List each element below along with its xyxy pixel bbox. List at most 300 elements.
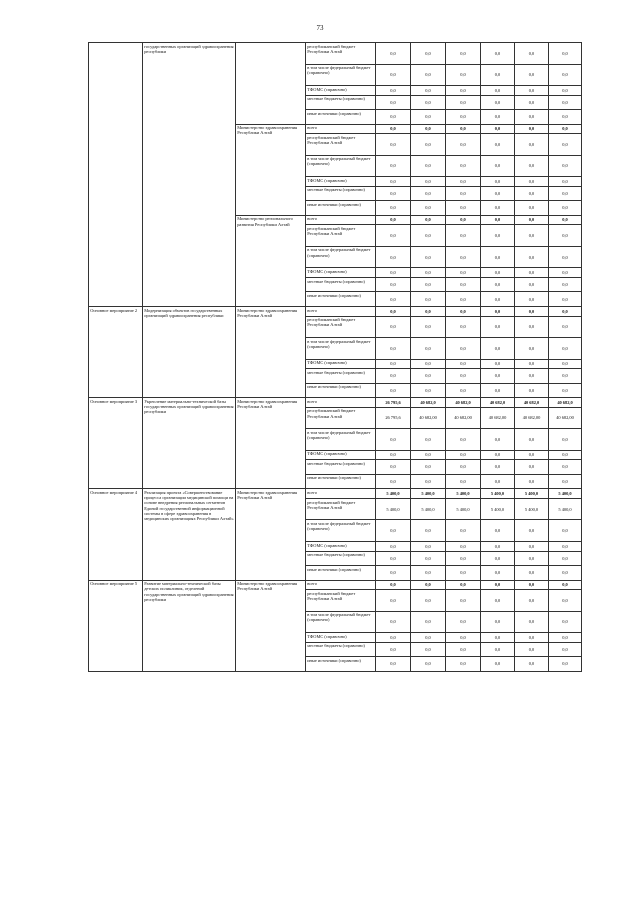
amount-cell: 0,0 bbox=[549, 359, 582, 369]
amount-cell: 0,0 bbox=[411, 43, 446, 65]
amount-cell: 0,0 bbox=[446, 215, 481, 225]
amount-cell: 0,0 bbox=[376, 292, 411, 307]
amount-cell: 5 400,0 bbox=[376, 498, 411, 520]
amount-cell: 0,0 bbox=[515, 429, 549, 451]
amount-cell: 0,0 bbox=[481, 155, 515, 177]
amount-cell: 0,0 bbox=[376, 110, 411, 125]
funding-source-cell: местные бюджеты (справочно) bbox=[306, 277, 376, 292]
amount-cell: 0,0 bbox=[549, 590, 582, 612]
amount-cell: 26 795,6 bbox=[376, 398, 411, 408]
amount-cell: 0,0 bbox=[515, 292, 549, 307]
amount-cell: 0,0 bbox=[481, 551, 515, 566]
amount-cell: 0,0 bbox=[376, 642, 411, 657]
funding-source-cell: республиканский бюджет Республики Алтай bbox=[306, 134, 376, 156]
amount-cell: 0,0 bbox=[411, 450, 446, 460]
amount-cell: 0,0 bbox=[411, 268, 446, 278]
funding-source-cell: всего bbox=[306, 306, 376, 316]
amount-cell: 0,0 bbox=[446, 292, 481, 307]
amount-cell: 0,0 bbox=[446, 460, 481, 475]
amount-cell: 0,0 bbox=[411, 520, 446, 542]
amount-cell: 0,0 bbox=[446, 177, 481, 187]
amount-cell: 0,0 bbox=[376, 359, 411, 369]
amount-cell: 0,0 bbox=[549, 450, 582, 460]
funding-source-cell: ТФОМС (справочно) bbox=[306, 177, 376, 187]
amount-cell: 0,0 bbox=[481, 306, 515, 316]
amount-cell: 0,0 bbox=[376, 429, 411, 451]
amount-cell: 0,0 bbox=[515, 566, 549, 581]
amount-cell: 0,0 bbox=[376, 246, 411, 268]
amount-cell: 0,0 bbox=[549, 566, 582, 581]
amount-cell: 0,0 bbox=[411, 225, 446, 247]
amount-cell: 0,0 bbox=[549, 95, 582, 110]
amount-cell: 0,0 bbox=[549, 268, 582, 278]
funding-source-cell: иные источники (справочно) bbox=[306, 383, 376, 398]
amount-cell: 0,0 bbox=[515, 155, 549, 177]
amount-cell: 0,0 bbox=[376, 580, 411, 590]
amount-cell: 0,0 bbox=[411, 110, 446, 125]
amount-cell: 0,0 bbox=[446, 566, 481, 581]
amount-cell: 40 682,0 bbox=[411, 398, 446, 408]
amount-cell: 0,0 bbox=[549, 177, 582, 187]
amount-cell: 0,0 bbox=[515, 450, 549, 460]
amount-cell: 0,0 bbox=[411, 134, 446, 156]
amount-cell: 0,0 bbox=[481, 110, 515, 125]
amount-cell: 0,0 bbox=[376, 450, 411, 460]
amount-cell: 0,0 bbox=[481, 657, 515, 672]
activity-cell: Основное мероприятие 2 bbox=[89, 306, 143, 397]
amount-cell: 0,0 bbox=[411, 277, 446, 292]
funding-source-cell: местные бюджеты (справочно) bbox=[306, 460, 376, 475]
amount-cell: 0,0 bbox=[446, 474, 481, 489]
amount-cell: 0,0 bbox=[481, 124, 515, 134]
amount-cell: 0,0 bbox=[515, 642, 549, 657]
amount-cell: 0,0 bbox=[481, 383, 515, 398]
amount-cell: 0,0 bbox=[376, 64, 411, 86]
amount-cell: 0,0 bbox=[515, 359, 549, 369]
amount-cell: 5 400,0 bbox=[411, 489, 446, 499]
amount-cell: 0,0 bbox=[411, 155, 446, 177]
amount-cell: 0,0 bbox=[446, 369, 481, 384]
funding-source-cell: местные бюджеты (справочно) bbox=[306, 642, 376, 657]
amount-cell: 0,0 bbox=[446, 316, 481, 338]
amount-cell: 0,0 bbox=[446, 633, 481, 643]
amount-cell: 0,0 bbox=[481, 429, 515, 451]
amount-cell: 0,0 bbox=[411, 177, 446, 187]
amount-cell: 0,0 bbox=[376, 590, 411, 612]
amount-cell: 0,0 bbox=[549, 134, 582, 156]
amount-cell: 0,0 bbox=[446, 383, 481, 398]
amount-cell: 0,0 bbox=[411, 201, 446, 216]
activity-name-cell: Укрепление материально-технической базы государственных организаций здравоохранения республики bbox=[143, 398, 236, 489]
amount-cell: 0,0 bbox=[376, 474, 411, 489]
funding-source-cell: ТФОМС (справочно) bbox=[306, 268, 376, 278]
funding-source-cell: местные бюджеты (справочно) bbox=[306, 95, 376, 110]
amount-cell: 5 400,0 bbox=[376, 489, 411, 499]
amount-cell: 0,0 bbox=[376, 657, 411, 672]
amount-cell: 5 400,0 bbox=[515, 489, 549, 499]
amount-cell: 0,0 bbox=[549, 633, 582, 643]
amount-cell: 0,0 bbox=[376, 124, 411, 134]
amount-cell: 0,0 bbox=[481, 580, 515, 590]
funding-source-cell: в том числе федеральный бюджет (справочно) bbox=[306, 338, 376, 360]
amount-cell: 0,0 bbox=[481, 292, 515, 307]
amount-cell: 0,0 bbox=[481, 566, 515, 581]
amount-cell: 0,0 bbox=[549, 316, 582, 338]
funding-source-cell: всего bbox=[306, 124, 376, 134]
amount-cell: 0,0 bbox=[411, 633, 446, 643]
amount-cell: 0,0 bbox=[549, 369, 582, 384]
funding-source-cell: местные бюджеты (справочно) bbox=[306, 186, 376, 201]
table-row bbox=[89, 580, 582, 590]
funding-source-cell: иные источники (справочно) bbox=[306, 566, 376, 581]
amount-cell: 0,0 bbox=[515, 460, 549, 475]
activity-cell: Основное мероприятие 3 bbox=[89, 398, 143, 489]
funding-source-cell: иные источники (справочно) bbox=[306, 110, 376, 125]
funding-source-cell: в том числе федеральный бюджет (справочно) bbox=[306, 429, 376, 451]
amount-cell: 0,0 bbox=[376, 134, 411, 156]
funding-source-cell: местные бюджеты (справочно) bbox=[306, 369, 376, 384]
amount-cell: 40 682,0 bbox=[481, 398, 515, 408]
amount-cell: 0,0 bbox=[549, 43, 582, 65]
amount-cell: 0,0 bbox=[411, 642, 446, 657]
amount-cell: 0,0 bbox=[376, 611, 411, 633]
amount-cell: 0,0 bbox=[549, 429, 582, 451]
amount-cell: 0,0 bbox=[481, 541, 515, 551]
executor-cell: Министерство здравоохранения Республики Алтай bbox=[236, 398, 306, 489]
amount-cell: 0,0 bbox=[515, 246, 549, 268]
amount-cell: 0,0 bbox=[411, 316, 446, 338]
amount-cell: 40 682,0 bbox=[549, 398, 582, 408]
amount-cell: 0,0 bbox=[549, 215, 582, 225]
amount-cell: 0,0 bbox=[549, 110, 582, 125]
amount-cell: 0,0 bbox=[376, 460, 411, 475]
funding-source-cell: ТФОМС (справочно) bbox=[306, 86, 376, 96]
amount-cell: 0,0 bbox=[446, 64, 481, 86]
amount-cell: 0,0 bbox=[481, 201, 515, 216]
amount-cell: 0,0 bbox=[376, 215, 411, 225]
amount-cell: 0,0 bbox=[376, 225, 411, 247]
table-row bbox=[89, 43, 582, 65]
amount-cell: 0,0 bbox=[376, 268, 411, 278]
amount-cell: 0,0 bbox=[481, 642, 515, 657]
amount-cell: 0,0 bbox=[515, 225, 549, 247]
activity-name-cell: Модернизация объектов государственных организаций здравоохранения республики bbox=[143, 306, 236, 397]
funding-table bbox=[88, 42, 582, 672]
amount-cell: 5 400,0 bbox=[481, 498, 515, 520]
amount-cell: 0,0 bbox=[376, 369, 411, 384]
amount-cell: 0,0 bbox=[376, 95, 411, 110]
amount-cell: 0,0 bbox=[549, 551, 582, 566]
amount-cell: 0,0 bbox=[515, 124, 549, 134]
amount-cell: 0,0 bbox=[446, 268, 481, 278]
activity-name-cell: Реализация проекта «Совершенствование процесса организации медицинской помощи на основе внедрения региональных сегментов Единой государственной информационной системы в сфере здравоохранения в медицинских организациях Республики Алтай» bbox=[143, 489, 236, 580]
amount-cell: 0,0 bbox=[515, 633, 549, 643]
activity-name-cell: государственных организаций здравоохранения республики bbox=[143, 43, 236, 307]
amount-cell: 0,0 bbox=[446, 580, 481, 590]
amount-cell: 0,0 bbox=[481, 316, 515, 338]
amount-cell: 5 400,0 bbox=[515, 498, 549, 520]
amount-cell: 0,0 bbox=[376, 338, 411, 360]
funding-source-cell: ТФОМС (справочно) bbox=[306, 541, 376, 551]
amount-cell: 0,0 bbox=[376, 383, 411, 398]
amount-cell: 0,0 bbox=[376, 316, 411, 338]
amount-cell: 40 682,0 bbox=[515, 398, 549, 408]
amount-cell: 0,0 bbox=[446, 450, 481, 460]
amount-cell: 0,0 bbox=[515, 268, 549, 278]
amount-cell: 5 400,0 bbox=[446, 489, 481, 499]
amount-cell: 0,0 bbox=[515, 64, 549, 86]
table-row bbox=[89, 306, 582, 316]
amount-cell: 0,0 bbox=[411, 338, 446, 360]
activity-cell: Основное мероприятие 5 bbox=[89, 580, 143, 671]
amount-cell: 5 400,0 bbox=[481, 489, 515, 499]
amount-cell: 0,0 bbox=[446, 134, 481, 156]
funding-source-cell: иные источники (справочно) bbox=[306, 201, 376, 216]
amount-cell: 0,0 bbox=[515, 215, 549, 225]
amount-cell: 0,0 bbox=[446, 657, 481, 672]
executor-cell: Министерство здравоохранения Республики Алтай bbox=[236, 306, 306, 397]
amount-cell: 26 795,6 bbox=[376, 407, 411, 429]
amount-cell: 0,0 bbox=[376, 201, 411, 216]
amount-cell: 0,0 bbox=[515, 551, 549, 566]
amount-cell: 40 682,00 bbox=[411, 407, 446, 429]
amount-cell: 0,0 bbox=[411, 246, 446, 268]
amount-cell: 0,0 bbox=[549, 474, 582, 489]
amount-cell: 0,0 bbox=[549, 642, 582, 657]
funding-source-cell: республиканский бюджет Республики Алтай bbox=[306, 407, 376, 429]
amount-cell: 0,0 bbox=[481, 134, 515, 156]
amount-cell: 0,0 bbox=[376, 520, 411, 542]
funding-source-cell: ТФОМС (справочно) bbox=[306, 359, 376, 369]
amount-cell: 0,0 bbox=[446, 551, 481, 566]
amount-cell: 0,0 bbox=[446, 201, 481, 216]
amount-cell: 0,0 bbox=[411, 215, 446, 225]
executor-cell: Министерство здравоохранения Республики Алтай bbox=[236, 489, 306, 580]
amount-cell: 0,0 bbox=[446, 43, 481, 65]
amount-cell: 0,0 bbox=[549, 611, 582, 633]
amount-cell: 0,0 bbox=[481, 246, 515, 268]
amount-cell: 0,0 bbox=[411, 292, 446, 307]
amount-cell: 0,0 bbox=[481, 520, 515, 542]
funding-source-cell: в том числе федеральный бюджет (справочно) bbox=[306, 611, 376, 633]
amount-cell: 0,0 bbox=[446, 642, 481, 657]
funding-table-body bbox=[89, 43, 582, 672]
executor-cell bbox=[236, 43, 306, 125]
funding-source-cell: республиканский бюджет Республики Алтай bbox=[306, 43, 376, 65]
funding-source-cell: в том числе федеральный бюджет (справочно) bbox=[306, 520, 376, 542]
amount-cell: 0,0 bbox=[481, 338, 515, 360]
amount-cell: 0,0 bbox=[549, 460, 582, 475]
amount-cell: 0,0 bbox=[515, 657, 549, 672]
amount-cell: 0,0 bbox=[481, 359, 515, 369]
amount-cell: 0,0 bbox=[411, 566, 446, 581]
amount-cell: 0,0 bbox=[549, 64, 582, 86]
amount-cell: 0,0 bbox=[481, 277, 515, 292]
funding-source-cell: республиканский бюджет Республики Алтай bbox=[306, 498, 376, 520]
table-row bbox=[89, 398, 582, 408]
amount-cell: 0,0 bbox=[411, 580, 446, 590]
amount-cell: 0,0 bbox=[411, 429, 446, 451]
amount-cell: 0,0 bbox=[411, 383, 446, 398]
amount-cell: 0,0 bbox=[515, 520, 549, 542]
amount-cell: 0,0 bbox=[376, 306, 411, 316]
amount-cell: 0,0 bbox=[549, 520, 582, 542]
amount-cell: 0,0 bbox=[411, 186, 446, 201]
activity-name-cell: Развитие материально-технической базы детских поликлиник, отделений государственных организаций здравоохранения республики bbox=[143, 580, 236, 671]
amount-cell: 0,0 bbox=[411, 590, 446, 612]
amount-cell: 5 400,0 bbox=[549, 489, 582, 499]
amount-cell: 0,0 bbox=[515, 611, 549, 633]
amount-cell: 0,0 bbox=[411, 657, 446, 672]
amount-cell: 0,0 bbox=[446, 225, 481, 247]
amount-cell: 0,0 bbox=[515, 541, 549, 551]
amount-cell: 0,0 bbox=[446, 590, 481, 612]
amount-cell: 0,0 bbox=[515, 43, 549, 65]
amount-cell: 0,0 bbox=[411, 369, 446, 384]
funding-source-cell: республиканский бюджет Республики Алтай bbox=[306, 225, 376, 247]
amount-cell: 0,0 bbox=[481, 64, 515, 86]
amount-cell: 0,0 bbox=[515, 277, 549, 292]
amount-cell: 0,0 bbox=[481, 633, 515, 643]
amount-cell: 0,0 bbox=[515, 177, 549, 187]
amount-cell: 0,0 bbox=[446, 520, 481, 542]
amount-cell: 0,0 bbox=[411, 124, 446, 134]
funding-source-cell: ТФОМС (справочно) bbox=[306, 450, 376, 460]
amount-cell: 40 682,00 bbox=[481, 407, 515, 429]
amount-cell: 0,0 bbox=[515, 383, 549, 398]
amount-cell: 5 400,0 bbox=[411, 498, 446, 520]
amount-cell: 5 400,0 bbox=[446, 498, 481, 520]
amount-cell: 0,0 bbox=[481, 590, 515, 612]
amount-cell: 0,0 bbox=[411, 95, 446, 110]
amount-cell: 0,0 bbox=[549, 124, 582, 134]
amount-cell: 0,0 bbox=[376, 177, 411, 187]
amount-cell: 0,0 bbox=[515, 580, 549, 590]
funding-source-cell: местные бюджеты (справочно) bbox=[306, 551, 376, 566]
amount-cell: 0,0 bbox=[376, 86, 411, 96]
amount-cell: 0,0 bbox=[446, 338, 481, 360]
amount-cell: 0,0 bbox=[446, 246, 481, 268]
amount-cell: 0,0 bbox=[515, 338, 549, 360]
funding-source-cell: республиканский бюджет Республики Алтай bbox=[306, 590, 376, 612]
amount-cell: 5 400,0 bbox=[549, 498, 582, 520]
amount-cell: 0,0 bbox=[446, 611, 481, 633]
funding-source-cell: в том числе федеральный бюджет (справочно) bbox=[306, 64, 376, 86]
amount-cell: 0,0 bbox=[446, 155, 481, 177]
amount-cell: 0,0 bbox=[376, 277, 411, 292]
amount-cell: 0,0 bbox=[481, 86, 515, 96]
amount-cell: 0,0 bbox=[549, 580, 582, 590]
amount-cell: 0,0 bbox=[515, 316, 549, 338]
amount-cell: 0,0 bbox=[549, 201, 582, 216]
amount-cell: 0,0 bbox=[411, 86, 446, 96]
amount-cell: 40 682,0 bbox=[446, 398, 481, 408]
activity-cell bbox=[89, 43, 143, 307]
amount-cell: 0,0 bbox=[376, 541, 411, 551]
amount-cell: 0,0 bbox=[515, 86, 549, 96]
amount-cell: 0,0 bbox=[481, 611, 515, 633]
amount-cell: 0,0 bbox=[446, 124, 481, 134]
amount-cell: 0,0 bbox=[481, 450, 515, 460]
amount-cell: 0,0 bbox=[515, 369, 549, 384]
amount-cell: 0,0 bbox=[411, 460, 446, 475]
amount-cell: 0,0 bbox=[376, 551, 411, 566]
funding-source-cell: иные источники (справочно) bbox=[306, 657, 376, 672]
amount-cell: 0,0 bbox=[411, 359, 446, 369]
amount-cell: 0,0 bbox=[549, 657, 582, 672]
amount-cell: 0,0 bbox=[446, 541, 481, 551]
amount-cell: 40 682,00 bbox=[549, 407, 582, 429]
amount-cell: 0,0 bbox=[549, 277, 582, 292]
amount-cell: 0,0 bbox=[411, 474, 446, 489]
funding-source-cell: республиканский бюджет Республики Алтай bbox=[306, 316, 376, 338]
executor-cell: Министерство здравоохранения Республики Алтай bbox=[236, 580, 306, 671]
amount-cell: 0,0 bbox=[446, 110, 481, 125]
amount-cell: 0,0 bbox=[376, 633, 411, 643]
amount-cell: 0,0 bbox=[376, 43, 411, 65]
amount-cell: 0,0 bbox=[481, 225, 515, 247]
amount-cell: 0,0 bbox=[411, 64, 446, 86]
funding-source-cell: ТФОМС (справочно) bbox=[306, 633, 376, 643]
amount-cell: 0,0 bbox=[481, 177, 515, 187]
amount-cell: 0,0 bbox=[515, 306, 549, 316]
executor-cell: Министерство здравоохранения Республики Алтай bbox=[236, 124, 306, 215]
amount-cell: 40 682,00 bbox=[446, 407, 481, 429]
activity-cell: Основное мероприятие 4 bbox=[89, 489, 143, 580]
amount-cell: 0,0 bbox=[481, 186, 515, 201]
executor-cell: Министерство регионального развития Республики Алтай bbox=[236, 215, 306, 306]
amount-cell: 0,0 bbox=[376, 566, 411, 581]
amount-cell: 0,0 bbox=[411, 306, 446, 316]
funding-source-cell: в том числе федеральный бюджет (справочно) bbox=[306, 246, 376, 268]
amount-cell: 0,0 bbox=[549, 306, 582, 316]
funding-source-cell: в том числе федеральный бюджет (справочно) bbox=[306, 155, 376, 177]
amount-cell: 0,0 bbox=[549, 186, 582, 201]
amount-cell: 0,0 bbox=[481, 460, 515, 475]
amount-cell: 0,0 bbox=[515, 110, 549, 125]
funding-source-cell: всего bbox=[306, 580, 376, 590]
funding-source-cell: всего bbox=[306, 215, 376, 225]
amount-cell: 0,0 bbox=[515, 95, 549, 110]
amount-cell: 0,0 bbox=[446, 86, 481, 96]
amount-cell: 0,0 bbox=[549, 383, 582, 398]
amount-cell: 0,0 bbox=[481, 215, 515, 225]
amount-cell: 0,0 bbox=[481, 95, 515, 110]
amount-cell: 0,0 bbox=[549, 86, 582, 96]
amount-cell: 0,0 bbox=[446, 306, 481, 316]
amount-cell: 0,0 bbox=[549, 292, 582, 307]
amount-cell: 0,0 bbox=[515, 201, 549, 216]
amount-cell: 0,0 bbox=[549, 338, 582, 360]
amount-cell: 0,0 bbox=[515, 134, 549, 156]
funding-source-cell: иные источники (справочно) bbox=[306, 474, 376, 489]
amount-cell: 0,0 bbox=[515, 186, 549, 201]
amount-cell: 0,0 bbox=[549, 541, 582, 551]
amount-cell: 0,0 bbox=[481, 268, 515, 278]
amount-cell: 0,0 bbox=[446, 95, 481, 110]
amount-cell: 0,0 bbox=[411, 541, 446, 551]
amount-cell: 0,0 bbox=[446, 429, 481, 451]
page-number: 73 bbox=[316, 24, 324, 32]
amount-cell: 0,0 bbox=[549, 225, 582, 247]
amount-cell: 0,0 bbox=[376, 186, 411, 201]
amount-cell: 0,0 bbox=[515, 590, 549, 612]
table-row bbox=[89, 489, 582, 499]
amount-cell: 0,0 bbox=[481, 43, 515, 65]
amount-cell: 0,0 bbox=[446, 359, 481, 369]
funding-source-cell: всего bbox=[306, 489, 376, 499]
amount-cell: 0,0 bbox=[515, 474, 549, 489]
